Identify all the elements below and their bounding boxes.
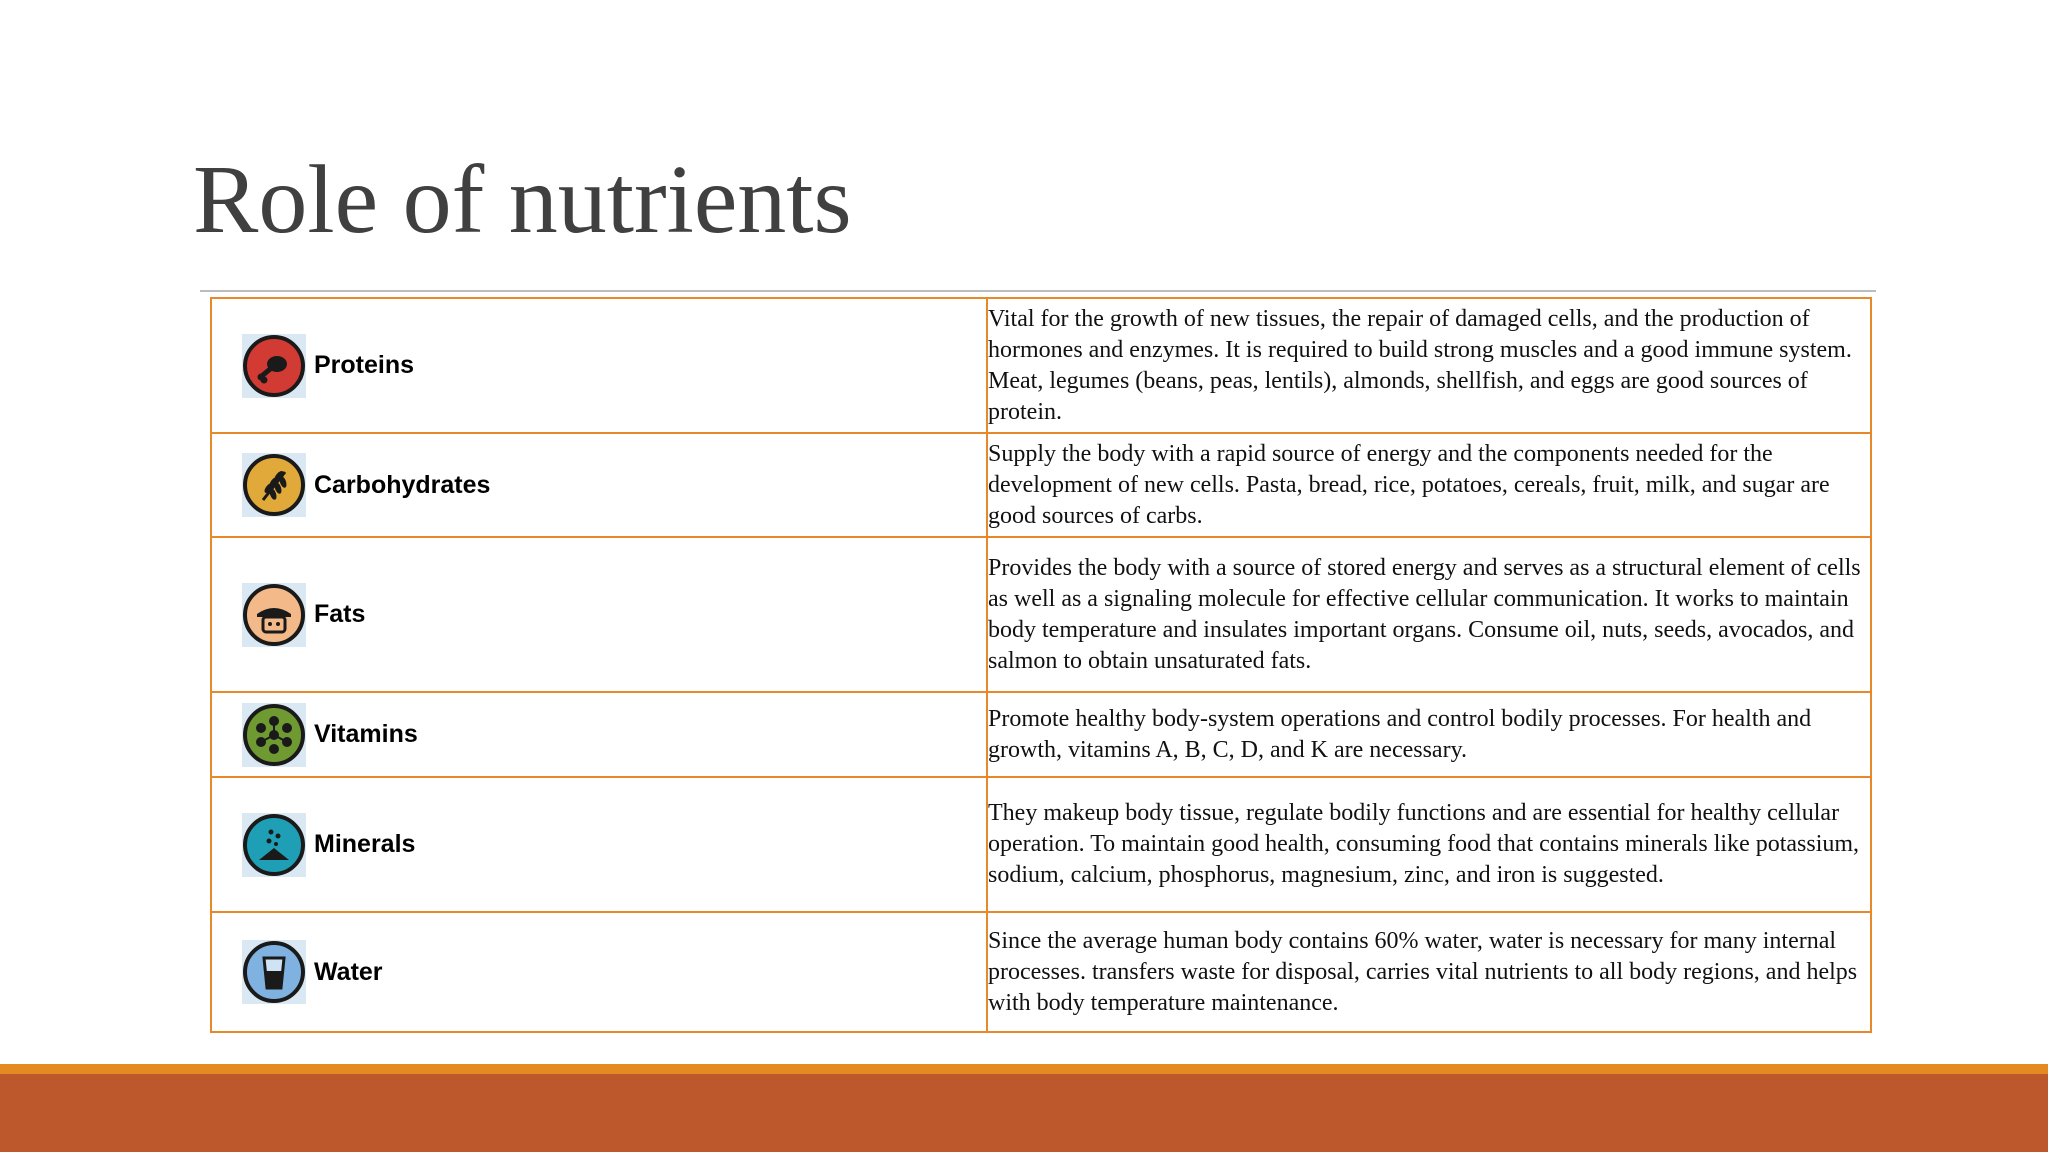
nutrient-description: Since the average human body contains 60% water, water is necessary for many internal processes. transfers waste for disposal, carries vital nutrients to all body regions, and helps with body temperature maintenance. — [987, 912, 1871, 1032]
nutrient-description: Supply the body with a rapid source of energy and the components needed for the development of new cells. Pasta, bread, rice, potatoes, cereals, fruit, milk, and sugar are good sources of carbs. — [987, 433, 1871, 537]
fat-cell-icon — [242, 583, 306, 647]
meat-icon — [242, 334, 306, 398]
water-glass-icon — [242, 940, 306, 1004]
slide-title: Role of nutrients — [193, 146, 852, 254]
table-row — [211, 777, 1871, 912]
title-divider — [200, 290, 1876, 292]
nutrient-description: Provides the body with a source of stored energy and serves as a structural element of cells as well as a signaling molecule for effective cellular communication. It works to maintain body temperature and insulates important organs. Consume oil, nuts, seeds, avocados, and salmon to obtain unsaturated fats. — [987, 537, 1871, 692]
table-row — [211, 537, 1871, 692]
vitamin-molecule-icon — [242, 703, 306, 767]
nutrient-name-cell — [211, 777, 987, 912]
nutrient-name: Minerals — [314, 830, 416, 858]
nutrient-table — [210, 297, 1872, 1033]
table-row — [211, 298, 1871, 433]
table-row — [211, 692, 1871, 777]
nutrient-name: Vitamins — [314, 720, 418, 748]
nutrient-name: Water — [314, 957, 383, 986]
table-row — [211, 912, 1871, 1032]
nutrient-name: Carbohydrates — [314, 470, 491, 499]
nutrient-name-cell — [211, 692, 987, 777]
footer-accent-stripe — [0, 1064, 2048, 1074]
nutrient-name-cell — [211, 298, 987, 433]
nutrient-name-cell — [211, 433, 987, 537]
nutrient-description: They makeup body tissue, regulate bodily functions and are essential for healthy cellular operation. To maintain good health, consuming food that contains minerals like potassium, sodium, calcium, phosphorus, magnesium, zinc, and iron is suggested. — [987, 777, 1871, 912]
wheat-icon — [242, 453, 306, 517]
minerals-icon — [242, 813, 306, 877]
table-row — [211, 433, 1871, 537]
nutrient-name: Proteins — [314, 351, 415, 379]
nutrient-name-cell — [211, 537, 987, 692]
footer-band — [0, 1074, 2048, 1152]
nutrient-description: Vital for the growth of new tissues, the repair of damaged cells, and the production of hormones and enzymes. It is required to build strong muscles and a good immune system. Meat, legumes (beans, peas, lentils), almonds, shellfish, and eggs are good sources of protein. — [987, 298, 1871, 433]
nutrient-description: Promote healthy body-system operations and control bodily processes. For health and growth, vitamins A, B, C, D, and K are necessary. — [987, 692, 1871, 777]
nutrient-name: Fats — [314, 600, 366, 628]
nutrient-name-cell — [211, 912, 987, 1032]
